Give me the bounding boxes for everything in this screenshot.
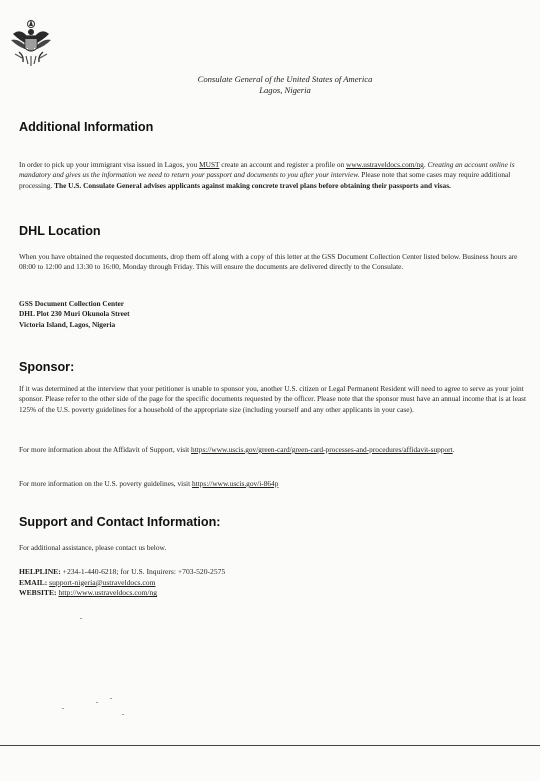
poverty-guidelines-link[interactable]: https://www.uscis.gov/i-864p (191, 479, 279, 488)
website-line: WEBSITE: http://www.ustraveldocs.com/ng (19, 588, 158, 598)
consulate-heading (150, 74, 420, 96)
dhl-location-text: When you have obtained the requested documents, drop them off along with a copy of this letter at the GSS Document Collection Center listed below. Business hours are 08:00 to 12:00 and 13:30 to 16:00, Monday through Friday. This will ensure the documents are delivered directly to the Consulate. (19, 252, 518, 272)
scan-speck (80, 618, 82, 619)
contact-details (19, 567, 529, 599)
us-great-seal-icon (10, 18, 52, 70)
affidavit-support-link[interactable]: https://www.uscis.gov/green-card/green-card-processes-and-procedures/affidavit-support (191, 445, 453, 454)
scan-speck (110, 698, 112, 699)
additional-information-text: In order to pick up your immigrant visa issued in Lagos, you MUST create an account and register a profile on www.ustraveldocs.com/ng. Creating an account online is mandatory and gives us the information we need to return your passport and documents to you after your interview. Please note that some cases may require additional processing. The U.S. Consulate General advises applicants against making concrete travel plans before obtaining their passports and visas. (19, 160, 515, 190)
ustraveldocs-link[interactable]: www.ustraveldocs.com/ng (346, 160, 424, 169)
poverty-guidelines-info: For more information on the U.S. poverty guidelines, visit https://www.uscis.gov/i-864p (19, 479, 279, 488)
address-line-2: DHL Plot 230 Muri Okunola Street (19, 309, 130, 319)
support-heading: Support and Contact Information: (19, 515, 221, 529)
dhl-location-heading: DHL Location (19, 224, 101, 238)
email-line: EMAIL: support-nigeria@ustraveldocs.com (19, 577, 156, 587)
address-line-1: GSS Document Collection Center (19, 299, 125, 308)
dhl-address (19, 299, 529, 330)
sponsor-heading: Sponsor: (19, 360, 75, 374)
scan-speck (96, 702, 98, 703)
additional-information-heading: Additional Information (19, 120, 154, 134)
affidavit-info: For more information about the Affidavit of Support, visit https://www.uscis.gov/green-card/green-card-processes-and-procedures/affidavit-support. (19, 445, 455, 454)
sponsor-text: If it was determined at the interview that your petitioner is unable to sponsor you, another U.S. citizen or Legal Permanent Resident will need to agree to serve as your joint sponsor. Please refer to the other side of the page for the specific documents requested by the officer. Please note that the sponsor must have an annual income that is at least 125% of the U.S. poverty guidelines for a household of the appropriate size (including yourself and any other applicants in your case). (19, 384, 527, 414)
scan-speck (122, 714, 124, 715)
consulate-name: Consulate General of the United States of America (197, 74, 373, 84)
consulate-location: Lagos, Nigeria (259, 85, 311, 95)
website-link[interactable]: http://www.ustraveldocs.com/ng (58, 588, 158, 598)
scan-speck (62, 708, 64, 709)
footer-rule (0, 745, 540, 746)
support-text: For additional assistance, please contact us below. (19, 543, 167, 552)
helpline-line: HELPLINE: +234-1-440-6218; for U.S. Inquirers: +703-520-2575 (19, 567, 226, 576)
email-link[interactable]: support-nigeria@ustraveldocs.com (49, 577, 156, 587)
address-line-3: Victoria Island, Lagos, Nigeria (19, 319, 116, 329)
must-emphasis: MUST (199, 160, 220, 169)
